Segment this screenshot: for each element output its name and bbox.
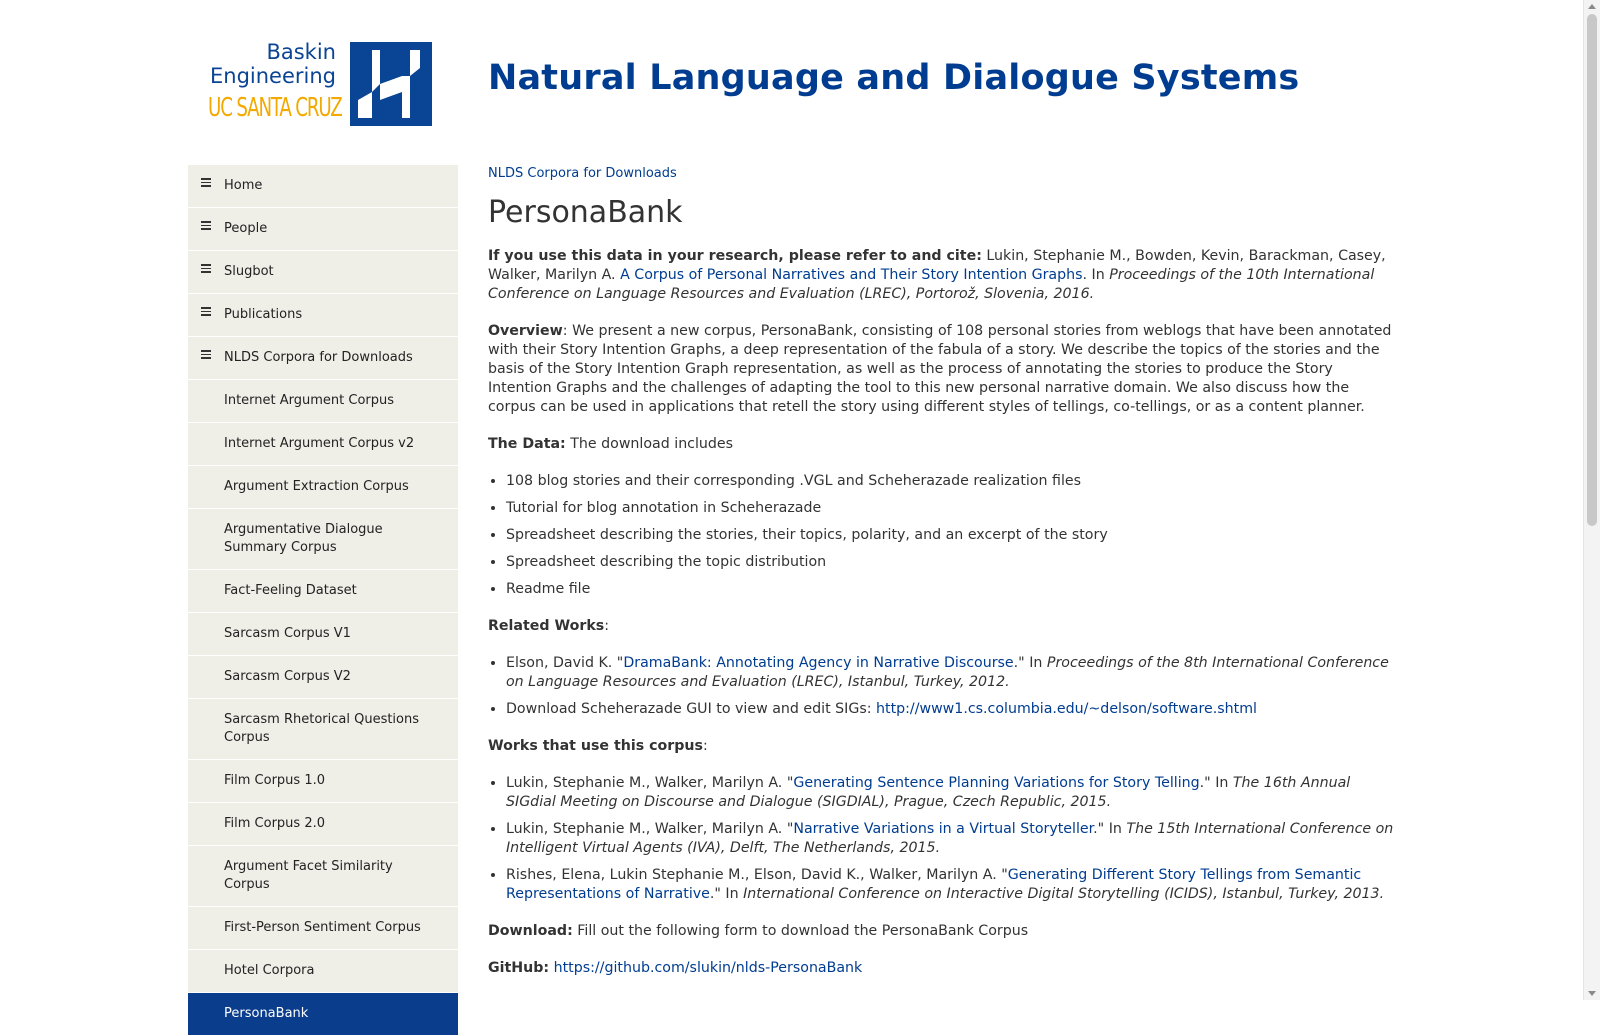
sidebar-item-label: Sarcasm Rhetorical Questions Corpus <box>224 712 420 745</box>
sidebar-item-personabank[interactable] <box>188 993 458 1036</box>
breadcrumb-link[interactable]: NLDS Corpora for Downloads <box>488 166 677 181</box>
related-item-authors: Elson, David K. " <box>506 655 624 671</box>
data-list <box>488 472 1400 599</box>
dramabank-link[interactable]: DramaBank: Annotating Agency in Narrative Discourse <box>623 655 1014 671</box>
menu-icon <box>201 264 211 272</box>
related-colon: : <box>604 618 610 634</box>
logo-line-ucsc: UC SANTA CRUZ <box>208 93 342 123</box>
logo-line-engineering: Engineering <box>210 64 336 88</box>
sidebar-item-publications[interactable] <box>188 294 458 337</box>
cite-in: . In <box>1082 267 1110 283</box>
sidebar-item-internet-argument-corpus[interactable] <box>188 380 458 423</box>
sidebar-item-argument-facet-similarity[interactable] <box>188 846 458 907</box>
overview-text: : We present a new corpus, PersonaBank, consisting of 108 personal stories from weblogs that have been annotated with their Story Intention Graphs, a deep representation of the fabula of a story. We describe the topics of the stories and the basis of the Story Intention Graph representation, as well as the process of annotating the stories to produce the Story Intention Graphs and the challenges of adapting the tool to this new personal narrative domain. We also discuss how the corpus can be used in applications that retell the story using different styles of tellings, co-tellings, or as a content planner. <box>488 323 1392 415</box>
work-authors: Lukin, Stephanie M., Walker, Marilyn A. " <box>506 775 794 791</box>
sidebar-item-fact-feeling[interactable] <box>188 570 458 613</box>
download-text: Fill out the following form to download the PersonaBank Corpus <box>572 923 1029 939</box>
list-item <box>506 820 1400 858</box>
work-authors: Rishes, Elena, Lukin Stephanie M., Elson, David K., Walker, Marilyn A. " <box>506 867 1008 883</box>
sidebar-item-first-person-sentiment[interactable] <box>188 907 458 950</box>
sidebar-item-label: Sarcasm Corpus V1 <box>224 626 351 641</box>
sidebar-item-label: Hotel Corpora <box>224 963 315 978</box>
scheherazade-link[interactable]: http://www1.cs.columbia.edu/~delson/software.shtml <box>876 701 1257 717</box>
citation-paragraph <box>488 247 1400 304</box>
logo-mark-icon <box>350 42 432 126</box>
list-item: • Spreadsheet describing the stories, their topics, polarity, and an excerpt of the story <box>506 526 1400 545</box>
list-item <box>506 654 1400 692</box>
works-heading <box>488 737 1400 756</box>
download-label: Download: <box>488 923 573 939</box>
work-venue: International Conference on Interactive Digital Storytelling (ICIDS), Istanbul, Turkey, 2013. <box>743 886 1385 902</box>
sidebar-nav <box>188 165 458 1036</box>
work-link[interactable]: Generating Sentence Planning Variations for Story Telling <box>793 775 1200 791</box>
list-item: • Spreadsheet describing the topic distribution <box>506 553 1400 572</box>
sidebar-item-nlds-corpora[interactable] <box>188 337 458 380</box>
work-in: ." In <box>1199 775 1233 791</box>
page-scrollbar[interactable] <box>1583 0 1600 1000</box>
menu-icon <box>201 307 211 315</box>
sidebar-item-home[interactable] <box>188 165 458 208</box>
sidebar-item-label: NLDS Corpora for Downloads <box>224 350 413 365</box>
main-content <box>488 165 1400 996</box>
sidebar-item-label: People <box>224 221 268 236</box>
related-works-list <box>488 654 1400 719</box>
cite-label: If you use this data in your research, please refer to and cite: <box>488 248 982 264</box>
work-venue: The 16th Annual SIGdial Meeting on Discourse and Dialogue (SIGDIAL), Prague, Czech Republic, 2015. <box>506 775 1351 810</box>
cite-authors: Lukin, Stephanie M., Bowden, Kevin, Barackman, Casey, Walker, Marilyn A. <box>488 248 1386 283</box>
scroll-up-arrow-icon[interactable] <box>1588 4 1596 9</box>
logo-line-baskin: Baskin <box>266 40 336 64</box>
sidebar-item-sarcasm-v1[interactable] <box>188 613 458 656</box>
scrollbar-thumb[interactable] <box>1587 14 1597 526</box>
data-label: The Data: <box>488 436 566 452</box>
github-paragraph <box>488 959 1400 978</box>
list-item: • Readme file <box>506 580 1400 599</box>
related-item-text: Download Scheherazade GUI to view and edit SIGs: <box>506 701 877 717</box>
baskin-engineering-logo[interactable] <box>208 40 433 130</box>
sidebar-item-sarcasm-v2[interactable] <box>188 656 458 699</box>
list-item <box>506 700 1400 719</box>
related-item-in: ." In <box>1013 655 1047 671</box>
work-link[interactable]: Narrative Variations in a Virtual Storyteller <box>793 821 1094 837</box>
sidebar-item-label: Internet Argument Corpus <box>224 393 395 408</box>
page-title: PersonaBank <box>488 195 683 230</box>
works-colon: : <box>702 738 708 754</box>
sidebar-item-label: Slugbot <box>224 264 274 279</box>
sidebar-item-label: Argument Extraction Corpus <box>224 479 409 494</box>
sidebar-item-argumentative-dialogue-summary[interactable] <box>188 509 458 570</box>
related-works-heading <box>488 617 1400 636</box>
work-link[interactable]: Generating Different Story Tellings from Semantic Representations of Narrative <box>506 867 1362 902</box>
sidebar-item-film-corpus-1[interactable] <box>188 760 458 803</box>
sidebar-item-label: Internet Argument Corpus v2 <box>224 436 415 451</box>
sidebar-item-label: Argumentative Dialogue Summary Corpus <box>224 522 383 555</box>
github-link[interactable]: https://github.com/slukin/nlds-PersonaBank <box>553 960 863 976</box>
cite-venue: Proceedings of the 10th International Conference on Language Resources and Evaluation (LREC), Portorož, Slovenia, 2016. <box>488 267 1375 302</box>
data-paragraph <box>488 435 1400 454</box>
sidebar-item-label: PersonaBank <box>224 1006 309 1021</box>
list-item <box>506 774 1400 812</box>
related-item-venue: Proceedings of the 8th International Conference on Language Resources and Evaluation (LREC), Istanbul, Turkey, 2012. <box>506 655 1389 690</box>
work-authors: Lukin, Stephanie M., Walker, Marilyn A. " <box>506 821 794 837</box>
works-label: Works that use this corpus <box>488 738 703 754</box>
sidebar-item-argument-extraction-corpus[interactable] <box>188 466 458 509</box>
list-item: • 108 blog stories and their corresponding .VGL and Scheherazade realization files <box>506 472 1400 491</box>
scroll-down-arrow-icon[interactable] <box>1588 991 1596 996</box>
menu-icon <box>201 350 211 358</box>
data-text: The download includes <box>565 436 734 452</box>
sidebar-item-label: Publications <box>224 307 303 322</box>
breadcrumb <box>488 165 1400 183</box>
sidebar-item-label: Film Corpus 2.0 <box>224 816 325 831</box>
sidebar-item-sarcasm-rhetorical[interactable] <box>188 699 458 760</box>
work-venue: The 15th International Conference on Intelligent Virtual Agents (IVA), Delft, The Netherlands, 2015. <box>506 821 1394 856</box>
download-paragraph <box>488 922 1400 941</box>
sidebar-item-internet-argument-corpus-v2[interactable] <box>188 423 458 466</box>
sidebar-item-label: Sarcasm Corpus V2 <box>224 669 351 684</box>
sidebar-item-hotel-corpora[interactable] <box>188 950 458 993</box>
sidebar-item-label: Home <box>224 178 263 193</box>
menu-icon <box>201 178 211 186</box>
menu-icon <box>201 221 211 229</box>
related-label: Related Works <box>488 618 605 634</box>
sidebar-item-film-corpus-2[interactable] <box>188 803 458 846</box>
github-label: GitHub: <box>488 960 550 976</box>
sidebar-item-slugbot[interactable] <box>188 251 458 294</box>
overview-paragraph <box>488 322 1400 417</box>
work-in: ." In <box>709 886 744 902</box>
list-item <box>506 866 1400 904</box>
sidebar-item-people[interactable] <box>188 208 458 251</box>
cite-paper-link[interactable]: A Corpus of Personal Narratives and Their Story Intention Graphs <box>620 267 1083 283</box>
works-list <box>488 774 1400 904</box>
sidebar-item-label: Argument Facet Similarity Corpus <box>224 859 393 892</box>
list-item: • Tutorial for blog annotation in Scheherazade <box>506 499 1400 518</box>
work-in: ." In <box>1093 821 1127 837</box>
sidebar-item-label: Film Corpus 1.0 <box>224 773 325 788</box>
site-title[interactable]: Natural Language and Dialogue Systems <box>488 58 1300 98</box>
overview-label: Overview <box>488 323 563 339</box>
sidebar-item-label: First-Person Sentiment Corpus <box>224 920 421 935</box>
sidebar-item-label: Fact-Feeling Dataset <box>224 583 357 598</box>
